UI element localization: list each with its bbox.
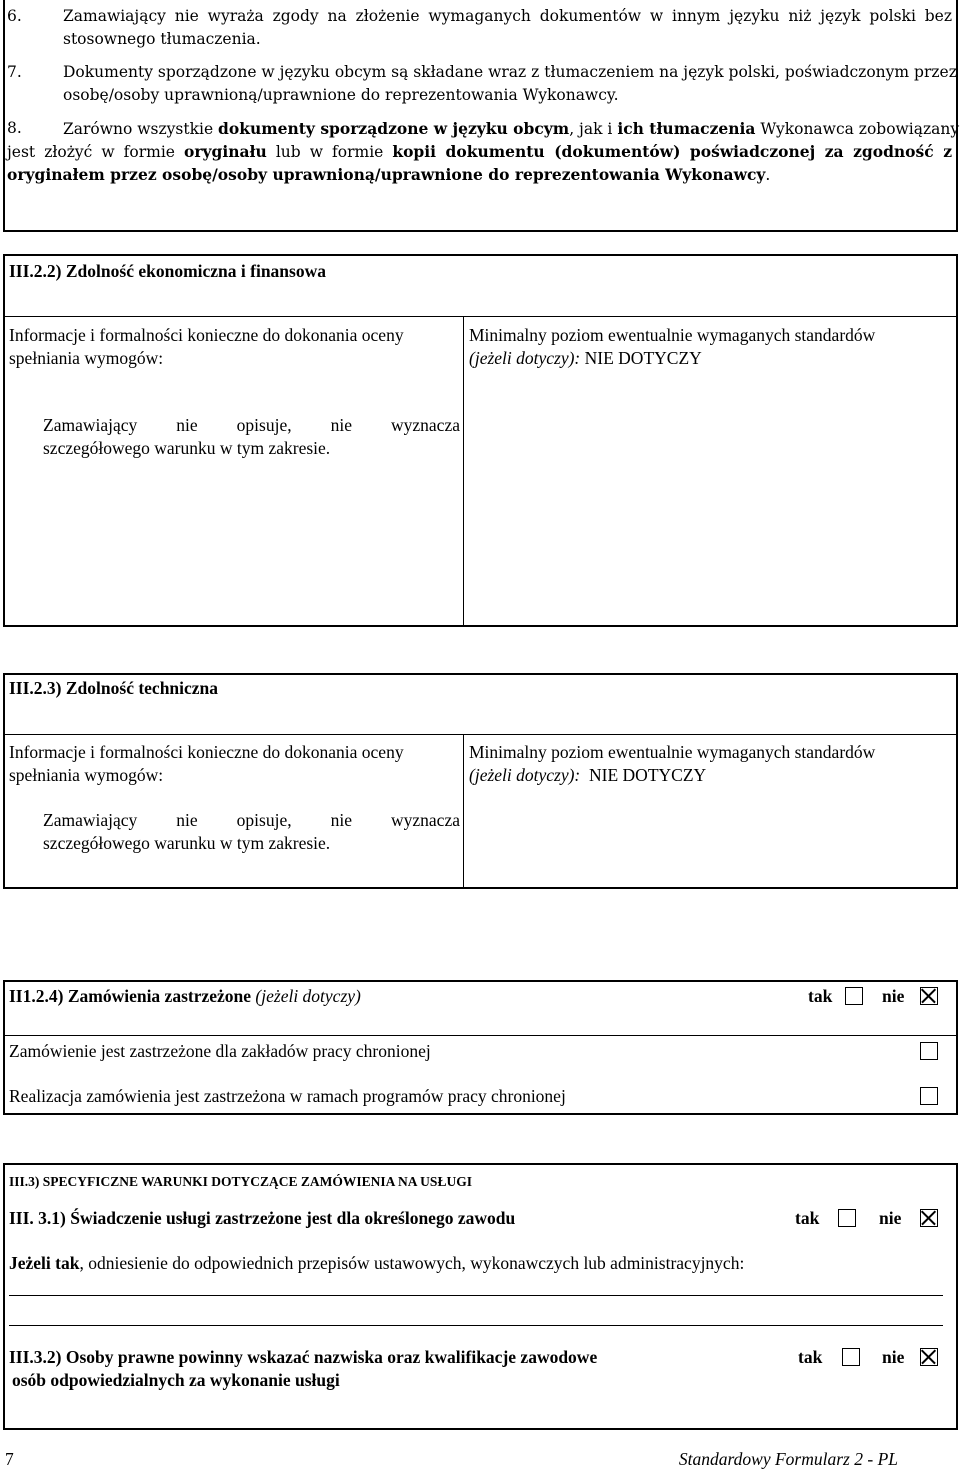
technical-left-label-line: spełniania wymogów: [9,765,164,785]
staff-nie-checkbox[interactable] [920,1348,938,1366]
reserved-contracts-qualifier: (jeżeli dotyczy) [251,986,361,1006]
technical-description-line: Zamawiający nie opisuje, nie wyznacza [43,810,460,830]
economic-description-line: Zamawiający nie opisuje, nie wyznacza [43,415,460,435]
item-8-text: jest złożyć w formie [7,143,184,161]
reserved-tak-checkbox[interactable] [845,987,863,1005]
technical-right-label [469,741,875,787]
reserved-row-sheltered-programmes: Realizacja zamówienia jest zastrzeżona w ramach programów pracy chronionej [9,1086,566,1106]
economic-right-label [469,324,875,370]
staff-tak-label: tak [798,1347,823,1367]
item-8-text: dokumenty sporządzone w języku obcym [218,119,570,138]
item-8-line-3 [7,163,770,187]
item-7-line-1: Dokumenty sporządzone w języku obcym są składane wraz z tłumaczeniem na język polski, poświadczonym przez [63,63,957,81]
divider [463,316,464,627]
service-staff-question-line: osób odpowiedzialnych za wykonanie usługi [12,1370,340,1390]
technical-description [43,809,460,855]
technical-description-line: szczegółowego warunku w tym zakresie. [43,833,331,853]
economic-left-label-line: Informacje i formalności konieczne do dokonania oceny [9,325,404,345]
technical-right-label-line: Minimalny poziom ewentualnie wymaganych standardów [469,742,876,762]
technical-right-qualifier: (jeżeli dotyczy): [469,765,581,785]
profession-nie-checkbox[interactable] [920,1209,938,1227]
staff-nie-label: nie [882,1347,905,1367]
economic-description [43,414,460,460]
reserved-contracts-title: II1.2.4) Zamówienia zastrzeżone [9,986,252,1006]
technical-left-label [9,741,404,787]
technical-right-value-line [469,764,875,787]
economic-capacity-heading: III.2.2) Zdolność ekonomiczna i finansowa [9,261,326,281]
divider [3,1035,958,1036]
item-8-text: oryginałem przez osobę/osoby uprawnioną/uprawnione do reprezentowania Wykonawcy [7,165,766,184]
legal-reference-input-line[interactable] [9,1295,943,1296]
technical-capacity-heading: III.2.3) Zdolność techniczna [9,678,219,698]
economic-left-label [9,324,404,370]
profession-tak-label: tak [795,1208,820,1228]
reserved-nie-label: nie [882,986,905,1006]
divider [3,316,958,317]
staff-tak-checkbox[interactable] [842,1348,860,1366]
item-8-text: . [765,166,771,184]
item-8-text: oryginału [184,142,267,161]
profession-tak-checkbox[interactable] [838,1209,856,1227]
service-staff-question [9,1346,597,1392]
sheltered-programmes-checkbox[interactable] [920,1087,938,1105]
legal-reference-condition: Jeżeli tak [9,1253,80,1273]
item-8-line-2 [7,140,952,164]
reserved-tak-label: tak [808,986,833,1006]
service-conditions-title: III.3) SPECYFICZNE WARUNKI DOTYCZĄCE ZAMÓWIENIA NA USŁUGI [9,1174,472,1189]
technical-not-applicable: NIE DOTYCZY [580,765,707,785]
economic-description-line: szczegółowego warunku w tym zakresie. [43,438,331,458]
economic-left-label-line: spełniania wymogów: [9,348,164,368]
reserved-contracts-heading [9,985,361,1008]
item-8-text: lub w formie [266,143,393,161]
divider [463,734,464,889]
legal-reference-input-line[interactable] [9,1325,943,1326]
form-name: Standardowy Formularz 2 - PL [678,1449,898,1469]
economic-right-qualifier: (jeżeli dotyczy): [469,348,581,368]
legal-reference-label [9,1252,744,1275]
technical-left-label-line: Informacje i formalności konieczne do dokonania oceny [9,742,404,762]
service-profession-question: III. 3.1) Świadczenie usługi zastrzeżone jest dla określonego zawodu [9,1208,516,1228]
service-staff-question-line: III.3.2) Osoby prawne powinny wskazać nazwiska oraz kwalifikacje zawodowe [9,1347,598,1367]
item-7-line-2: osobę/osoby uprawnioną/uprawnione do reprezentowania Wykonawcy. [63,86,619,104]
item-8-text: Zarówno wszystkie [63,120,219,138]
legal-reference-text: , odniesienie do odpowiednich przepisów ustawowych, wykonawczych lub administracyjnych: [79,1253,745,1273]
page-number: 7 [5,1449,14,1469]
economic-right-value-line [469,347,875,370]
item-8-line-1 [63,117,960,141]
item-6-number: 6. [7,7,22,25]
item-6-line-1: Zamawiający nie wyraża zgody na złożenie wymaganych dokumentów w innym języku niż język polski bez [63,7,952,25]
item-8-text: Wykonawca zobowiązany [755,120,960,138]
item-6-line-2: stosownego tłumaczenia. [63,30,261,48]
item-8-text: ich tłumaczenia [617,119,756,138]
divider [3,734,958,735]
reserved-row-sheltered-workshops: Zamówienie jest zastrzeżone dla zakładów pracy chronionej [9,1041,431,1061]
economic-not-applicable: NIE DOTYCZY [580,348,702,368]
item-8-number: 8. [7,119,22,137]
economic-right-label-line: Minimalny poziom ewentualnie wymaganych standardów [469,325,876,345]
reserved-nie-checkbox[interactable] [920,987,938,1005]
profession-nie-label: nie [879,1208,902,1228]
item-7-number: 7. [7,63,22,81]
item-8-text: kopii dokumentu (dokumentów) poświadczonej za zgodność z [392,142,952,161]
item-8-text: , jak i [569,120,618,138]
sheltered-workshops-checkbox[interactable] [920,1042,938,1060]
